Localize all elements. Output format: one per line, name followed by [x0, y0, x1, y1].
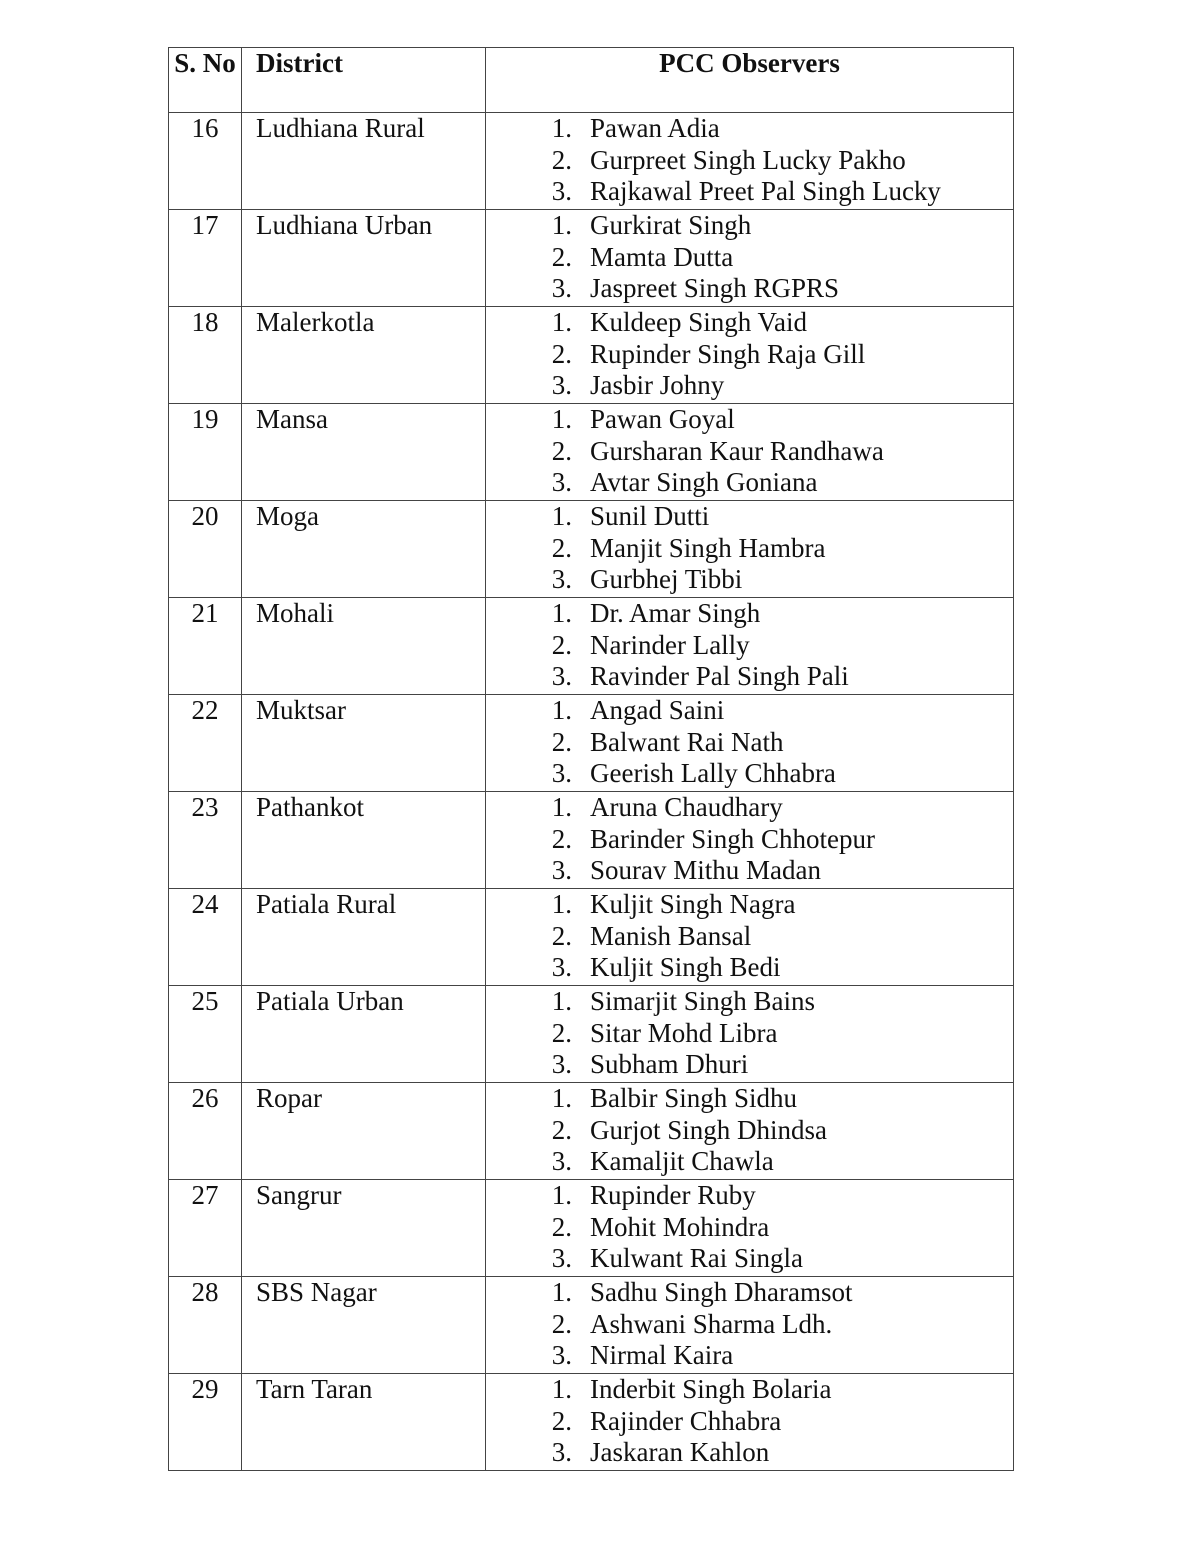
row-district: Malerkotla [242, 307, 486, 404]
observer-name: Jaskaran Kahlon [590, 1437, 770, 1467]
observer-number: 2. [551, 920, 572, 951]
observer-list [486, 889, 1013, 984]
observer-number: 1. [551, 1374, 572, 1404]
observer-number: 3. [551, 1340, 572, 1370]
observer-number: 3. [551, 1049, 572, 1079]
observer-name: Barinder Singh Chhotepur [590, 823, 875, 854]
row-observers [486, 501, 1014, 598]
observer-item [486, 1309, 1013, 1341]
observer-number: 2. [551, 1308, 572, 1339]
observers-table [168, 47, 1014, 1471]
observer-number: 3. [551, 176, 572, 206]
observer-item [486, 404, 1013, 436]
observer-item [486, 1340, 1013, 1372]
observer-name: Jaspreet Singh RGPRS [590, 273, 840, 303]
row-observers [486, 1277, 1014, 1374]
observer-number: 1. [551, 889, 572, 919]
table-row [169, 889, 1014, 986]
table-row [169, 598, 1014, 695]
observer-list [486, 792, 1013, 887]
observer-number: 1. [551, 695, 572, 725]
observer-item [486, 824, 1013, 856]
row-district: Mansa [242, 404, 486, 501]
header-sno: S. No [169, 48, 242, 113]
observer-list [486, 210, 1013, 305]
observer-name: Kuljit Singh Bedi [590, 952, 781, 982]
table-row [169, 501, 1014, 598]
observer-item [486, 436, 1013, 468]
observer-list [486, 307, 1013, 402]
observer-item [486, 1115, 1013, 1147]
table-header [169, 48, 1014, 113]
observer-name: Gurpreet Singh Lucky Pakho [590, 144, 906, 175]
row-sno: 18 [169, 307, 242, 404]
observer-number: 3. [551, 564, 572, 594]
observer-item [486, 1049, 1013, 1081]
observer-name: Kuldeep Singh Vaid [590, 307, 807, 337]
observer-item [486, 145, 1013, 177]
observer-item [486, 1243, 1013, 1275]
row-district: Sangrur [242, 1180, 486, 1277]
observer-number: 1. [551, 307, 572, 337]
observer-item [486, 889, 1013, 921]
observer-number: 2. [551, 1211, 572, 1242]
observer-item [486, 339, 1013, 371]
observer-name: Angad Saini [590, 695, 725, 725]
row-sno: 23 [169, 792, 242, 889]
observer-name: Narinder Lally [590, 629, 750, 660]
header-row [169, 48, 1014, 113]
observer-name: Aruna Chaudhary [590, 792, 783, 822]
observer-name: Manjit Singh Hambra [590, 532, 826, 563]
table-row [169, 792, 1014, 889]
observer-name: Kamaljit Chawla [590, 1146, 774, 1176]
observer-item [486, 695, 1013, 727]
row-district: Pathankot [242, 792, 486, 889]
row-sno: 22 [169, 695, 242, 792]
row-observers [486, 404, 1014, 501]
row-district: Ropar [242, 1083, 486, 1180]
row-district: SBS Nagar [242, 1277, 486, 1374]
observer-list [486, 598, 1013, 693]
observer-item [486, 1146, 1013, 1178]
observer-list [486, 404, 1013, 499]
observer-name: Sourav Mithu Madan [590, 855, 821, 885]
table-row [169, 404, 1014, 501]
row-district: Tarn Taran [242, 1374, 486, 1471]
observer-number: 2. [551, 1114, 572, 1145]
observer-number: 2. [551, 532, 572, 563]
observer-item [486, 273, 1013, 305]
row-district: Patiala Urban [242, 986, 486, 1083]
row-observers [486, 1374, 1014, 1471]
observer-number: 1. [551, 501, 572, 531]
row-sno: 26 [169, 1083, 242, 1180]
observer-name: Jasbir Johny [590, 370, 725, 400]
row-sno: 25 [169, 986, 242, 1083]
observer-item [486, 467, 1013, 499]
observer-item [486, 1406, 1013, 1438]
row-observers [486, 1083, 1014, 1180]
observer-number: 1. [551, 113, 572, 143]
table-row [169, 1374, 1014, 1471]
observer-name: Avtar Singh Goniana [590, 467, 818, 497]
row-sno: 16 [169, 113, 242, 210]
row-observers [486, 986, 1014, 1083]
row-observers [486, 889, 1014, 986]
observer-number: 2. [551, 1017, 572, 1048]
row-observers [486, 792, 1014, 889]
observer-item [486, 242, 1013, 274]
observer-number: 1. [551, 1180, 572, 1210]
observer-item [486, 921, 1013, 953]
observer-name: Nirmal Kaira [590, 1340, 734, 1370]
observer-name: Rajkawal Preet Pal Singh Lucky [590, 176, 941, 206]
observer-list [486, 1180, 1013, 1275]
observer-item [486, 855, 1013, 887]
observer-item [486, 176, 1013, 208]
table-row [169, 986, 1014, 1083]
row-sno: 21 [169, 598, 242, 695]
observer-item [486, 1437, 1013, 1469]
observer-item [486, 758, 1013, 790]
observer-item [486, 307, 1013, 339]
observer-item [486, 533, 1013, 565]
observer-item [486, 630, 1013, 662]
observer-name: Geerish Lally Chhabra [590, 758, 836, 788]
observer-name: Rupinder Ruby [590, 1180, 756, 1210]
observer-item [486, 598, 1013, 630]
row-district: Ludhiana Urban [242, 210, 486, 307]
observer-name: Gursharan Kaur Randhawa [590, 435, 884, 466]
observer-name: Gurkirat Singh [590, 210, 752, 240]
observer-number: 3. [551, 952, 572, 982]
observer-name: Sitar Mohd Libra [590, 1017, 778, 1048]
observer-number: 2. [551, 241, 572, 272]
observer-item [486, 113, 1013, 145]
observer-list [486, 1277, 1013, 1372]
observer-name: Inderbit Singh Bolaria [590, 1374, 832, 1404]
row-sno: 19 [169, 404, 242, 501]
observer-number: 1. [551, 1083, 572, 1113]
table-body [169, 113, 1014, 1471]
observer-list [486, 1083, 1013, 1178]
observer-number: 1. [551, 404, 572, 434]
observer-list [486, 986, 1013, 1081]
observer-item [486, 727, 1013, 759]
row-sno: 20 [169, 501, 242, 598]
table-row [169, 307, 1014, 404]
observer-number: 2. [551, 629, 572, 660]
observer-number: 3. [551, 855, 572, 885]
observer-list [486, 113, 1013, 208]
header-district: District [242, 48, 486, 113]
observer-name: Balbir Singh Sidhu [590, 1083, 798, 1113]
table-row [169, 210, 1014, 307]
observer-name: Ashwani Sharma Ldh. [590, 1308, 833, 1339]
observer-number: 1. [551, 598, 572, 628]
observer-name: Rajinder Chhabra [590, 1405, 782, 1436]
observer-name: Mamta Dutta [590, 241, 734, 272]
observer-list [486, 695, 1013, 790]
observer-name: Kuljit Singh Nagra [590, 889, 796, 919]
observer-number: 3. [551, 370, 572, 400]
row-sno: 24 [169, 889, 242, 986]
observer-number: 3. [551, 1146, 572, 1176]
row-sno: 27 [169, 1180, 242, 1277]
observer-name: Pawan Goyal [590, 404, 735, 434]
observer-item [486, 986, 1013, 1018]
table-row [169, 695, 1014, 792]
row-district: Mohali [242, 598, 486, 695]
observer-name: Gurbhej Tibbi [590, 564, 743, 594]
observer-item [486, 792, 1013, 824]
header-observers: PCC Observers [486, 48, 1014, 113]
observer-number: 1. [551, 792, 572, 822]
observer-name: Kulwant Rai Singla [590, 1243, 803, 1273]
observer-name: Rupinder Singh Raja Gill [590, 338, 866, 369]
observer-number: 3. [551, 467, 572, 497]
table-row [169, 1277, 1014, 1374]
observer-number: 3. [551, 661, 572, 691]
observer-item [486, 501, 1013, 533]
observer-number: 3. [551, 758, 572, 788]
observer-number: 2. [551, 823, 572, 854]
observer-number: 2. [551, 726, 572, 757]
row-district: Moga [242, 501, 486, 598]
observer-number: 1. [551, 1277, 572, 1307]
observer-name: Dr. Amar Singh [590, 598, 761, 628]
observer-item [486, 952, 1013, 984]
observer-number: 2. [551, 338, 572, 369]
observer-item [486, 1374, 1013, 1406]
observer-item [486, 1180, 1013, 1212]
observer-number: 2. [551, 1405, 572, 1436]
observer-item [486, 370, 1013, 402]
observer-number: 1. [551, 210, 572, 240]
row-district: Patiala Rural [242, 889, 486, 986]
row-sno: 29 [169, 1374, 242, 1471]
observer-number: 2. [551, 435, 572, 466]
observer-number: 1. [551, 986, 572, 1016]
row-observers [486, 598, 1014, 695]
observer-number: 3. [551, 1243, 572, 1273]
row-sno: 17 [169, 210, 242, 307]
row-observers [486, 1180, 1014, 1277]
observer-name: Balwant Rai Nath [590, 726, 784, 757]
observer-item [486, 210, 1013, 242]
observer-item [486, 564, 1013, 596]
observer-name: Ravinder Pal Singh Pali [590, 661, 849, 691]
observer-list [486, 501, 1013, 596]
table-row [169, 1180, 1014, 1277]
observer-item [486, 661, 1013, 693]
observer-item [486, 1083, 1013, 1115]
row-observers [486, 210, 1014, 307]
observer-name: Gurjot Singh Dhindsa [590, 1114, 828, 1145]
row-observers [486, 113, 1014, 210]
observer-number: 3. [551, 1437, 572, 1467]
observer-name: Manish Bansal [590, 920, 752, 951]
row-sno: 28 [169, 1277, 242, 1374]
observer-item [486, 1212, 1013, 1244]
table-row [169, 113, 1014, 210]
observer-item [486, 1018, 1013, 1050]
row-observers [486, 307, 1014, 404]
row-observers [486, 695, 1014, 792]
row-district: Muktsar [242, 695, 486, 792]
row-district: Ludhiana Rural [242, 113, 486, 210]
observer-name: Simarjit Singh Bains [590, 986, 816, 1016]
observer-name: Mohit Mohindra [590, 1211, 770, 1242]
observer-list [486, 1374, 1013, 1469]
observer-name: Subham Dhuri [590, 1049, 749, 1079]
observer-name: Sadhu Singh Dharamsot [590, 1277, 853, 1307]
observer-item [486, 1277, 1013, 1309]
observer-number: 2. [551, 144, 572, 175]
table-row [169, 1083, 1014, 1180]
observer-name: Pawan Adia [590, 113, 720, 143]
observer-number: 3. [551, 273, 572, 303]
observer-name: Sunil Dutti [590, 501, 710, 531]
